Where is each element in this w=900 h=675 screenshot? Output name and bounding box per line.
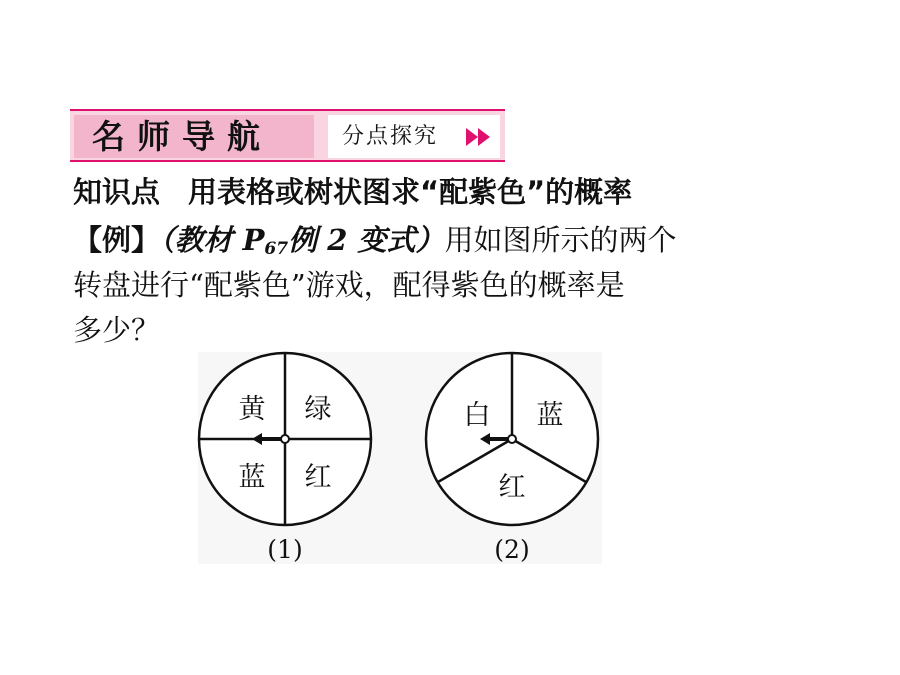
spinner-2-sector-red: 红 [498, 472, 526, 503]
example-line-1-text: 用如图所示的两个 [444, 223, 677, 257]
banner-subtitle-text: 分点探究 [342, 124, 439, 149]
knowledge-point-label: 知识点 [73, 175, 161, 209]
example-source: （教材 $P_{67}$例 2 变式） [160, 223, 445, 259]
spinner-2-sector-white: 白 [463, 400, 491, 431]
example-line-2: 转盘进行“配紫色”游戏，配得紫色的概率是 [73, 268, 625, 302]
spinner-1-sector-blue: 蓝 [238, 462, 266, 493]
example-tag: 【例】 [73, 223, 161, 257]
banner-title: 名师导航 [74, 115, 314, 158]
spinner-2-caption: (2) [494, 535, 530, 564]
spinner-2-sector-blue: 蓝 [536, 400, 564, 431]
spinner-1-sector-red: 红 [304, 462, 332, 493]
spinner-1-sector-green: 绿 [304, 394, 332, 425]
knowledge-point-text: 用表格或树状图求“配紫色”的概率 [188, 175, 633, 209]
spinner-1-hub [281, 435, 289, 443]
spinner-1-sector-yellow: 黄 [238, 394, 266, 425]
spinner-2-hub [508, 435, 516, 443]
example-line-3: 多少？ [73, 313, 161, 347]
spinner-1-caption: (1) [267, 535, 303, 564]
